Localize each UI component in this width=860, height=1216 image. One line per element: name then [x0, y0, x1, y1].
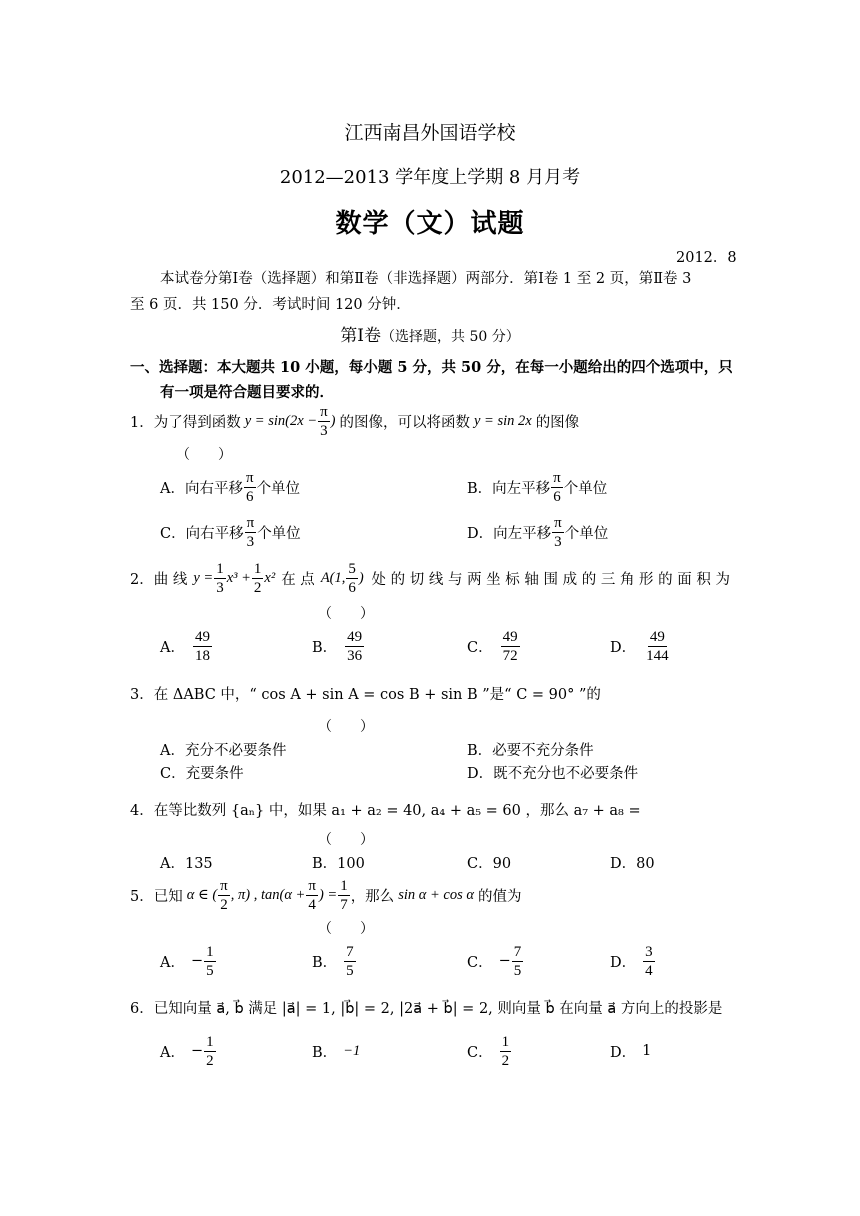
question-text: 在 ΔABC 中，“ cos A + sin A = cos B + sin B ”是“ C = 90° ”的	[153, 687, 601, 703]
question-number: 5．	[130, 888, 154, 905]
option-a[interactable]: A． 向右平移 $\frac{\pi}{6}$ 个单位	[160, 469, 301, 505]
fraction: $\frac{\pi}{6}$	[245, 469, 254, 505]
page-title: 数学（文）试题	[335, 209, 525, 239]
answer-bracket: （ ）	[318, 719, 374, 735]
question-number: 3．	[130, 687, 154, 703]
fraction: $\frac{\pi}{3}$	[554, 514, 562, 550]
answer-bracket: （ ）	[176, 447, 232, 463]
fraction: $\frac{7}{5}$	[513, 943, 522, 979]
answer-bracket: （ ）	[318, 606, 374, 622]
answer-bracket: （ ）	[318, 921, 374, 937]
option-d[interactable]: D． $\frac{3}{4}$	[610, 943, 653, 979]
fraction: $\frac{\pi}{4}$	[308, 877, 316, 913]
fraction: $\frac{49}{72}$	[502, 628, 518, 664]
option-b[interactable]: B．100	[312, 856, 365, 872]
math-expr: y = sin(2x −	[244, 412, 318, 429]
option-b[interactable]: B． −1	[312, 1042, 361, 1061]
fraction: $\frac{\pi}{6}$	[553, 469, 561, 505]
option-b[interactable]: B． $\frac{49}{36}$	[312, 628, 363, 664]
exam-term: 2012—2013 学年度上学期 8 月月考	[279, 167, 581, 188]
instructions-line-1: 一、选择题：本大题共 10 小题，每小题 5 分，共 50 分，在每一小题给出的四个选项中，只	[130, 359, 733, 376]
math-expr: y = sin 2x	[473, 412, 532, 429]
question-6	[130, 997, 722, 1018]
fraction: $\frac{\pi}{2}$	[220, 877, 228, 913]
fraction: $\frac{49}{36}$	[347, 628, 363, 664]
fraction: $\frac{1}{2}$	[206, 1033, 214, 1069]
option-c[interactable]: C． − $\frac{7}{5}$	[467, 943, 522, 979]
question-number: 1．	[130, 414, 154, 431]
fraction: $\frac{5}{6}$	[348, 560, 356, 596]
exam-date: 2012．8	[676, 250, 737, 266]
question-text: 的图像	[535, 414, 580, 431]
question-text: 的图像，可以将函数	[339, 414, 470, 431]
fraction: $\frac{\pi}{3}$	[320, 403, 328, 439]
section-title: 第Ⅰ卷	[340, 326, 381, 346]
answer-bracket: （ ）	[318, 832, 374, 848]
option-d[interactable]: D．80	[610, 856, 655, 872]
math-expr: )	[330, 412, 336, 429]
question-3	[130, 683, 601, 704]
fraction: $\frac{3}{4}$	[645, 943, 653, 979]
option-c[interactable]: C．90	[467, 856, 512, 872]
fraction: $\frac{1}{3}$	[216, 560, 224, 596]
question-5: 5． 已知 α ∈ ( $\frac{\pi}{2}$ , π) , tan(α + $\frac{\pi}{4}$ ) = $\frac{1}{7}$ ，那么 sin α + cos α 的值为	[130, 877, 522, 913]
option-b[interactable]: B． $\frac{7}{5}$	[312, 943, 354, 979]
fraction: $\frac{49}{18}$	[194, 628, 210, 664]
fraction: $\frac{\pi}{3}$	[246, 514, 255, 550]
fraction: $\frac{1}{2}$	[253, 560, 262, 596]
option-d[interactable]: D． 向左平移 $\frac{\pi}{3}$ 个单位	[467, 514, 609, 550]
fraction: $\frac{1}{5}$	[206, 943, 214, 979]
option-b[interactable]: B． 向左平移 $\frac{\pi}{6}$ 个单位	[467, 469, 608, 505]
option-d[interactable]: D． $\frac{49}{144}$	[610, 628, 669, 664]
fraction: $\frac{7}{5}$	[346, 943, 354, 979]
question-number: 4．	[130, 803, 154, 819]
option-d[interactable]: D． 1	[610, 1043, 652, 1061]
question-text: 为了得到函数	[153, 414, 241, 431]
option-a[interactable]: A． $\frac{49}{18}$	[160, 628, 210, 664]
fraction: $\frac{1}{2}$	[501, 1033, 510, 1069]
option-c[interactable]: C． $\frac{49}{72}$	[467, 628, 518, 664]
fraction: $\frac{1}{7}$	[340, 877, 348, 913]
option-a[interactable]: A．充分不必要条件	[160, 743, 287, 759]
section-note: （选择题，共 50 分）	[381, 329, 520, 345]
question-text: 在等比数列 {aₙ} 中，如果 a₁ + a₂ = 40, a₄ + a₅ = 60 ，那么 a₇ + a₈ =	[153, 803, 641, 819]
instructions-line-2: 有一项是符合题目要求的．	[160, 384, 334, 401]
question-1	[130, 402, 579, 440]
question-number: 6．	[130, 1001, 154, 1017]
school-name: 江西南昌外国语学校	[344, 122, 516, 144]
question-text: 已知向量 a⃗, b⃗ 满足 |a⃗| = 1, |b⃗| = 2, |2a⃗ + b⃗| = 2, 则向量 b⃗ 在向量 a⃗ 方向上的投影是	[153, 1001, 723, 1017]
option-a[interactable]: A． − $\frac{1}{5}$	[160, 943, 214, 979]
option-c[interactable]: C． 向右平移 $\frac{\pi}{3}$ 个单位	[160, 514, 301, 550]
question-number: 2．	[130, 571, 154, 588]
option-c[interactable]: C．充要条件	[160, 766, 244, 782]
question-4	[130, 799, 641, 820]
option-a[interactable]: A． − $\frac{1}{2}$	[160, 1033, 214, 1069]
option-b[interactable]: B．必要不充分条件	[467, 743, 594, 759]
option-a[interactable]: A．135	[160, 856, 213, 872]
intro-line-1: 本试卷分第Ⅰ卷（选择题）和第Ⅱ卷（非选择题）两部分．第Ⅰ卷 1 至 2 页，第Ⅱ卷 3	[160, 271, 692, 287]
option-c[interactable]: C． $\frac{1}{2}$	[467, 1033, 510, 1069]
fraction: $\frac{49}{144}$	[646, 628, 669, 664]
question-2: 2． 曲 线 y = $\frac{1}{3}$ x³ + $\frac{1}{2}$ x² 在 点 A(1, $\frac{5}{6}$ ) 处 的 切 线 与 两 坐 标 轴 围 成 的 三 角 形 的 面 积 为	[130, 560, 730, 596]
section-heading	[0, 321, 860, 346]
option-d[interactable]: D．既不充分也不必要条件	[467, 766, 639, 782]
intro-line-2: 至 6 页．共 150 分．考试时间 120 分钟．	[130, 297, 411, 313]
